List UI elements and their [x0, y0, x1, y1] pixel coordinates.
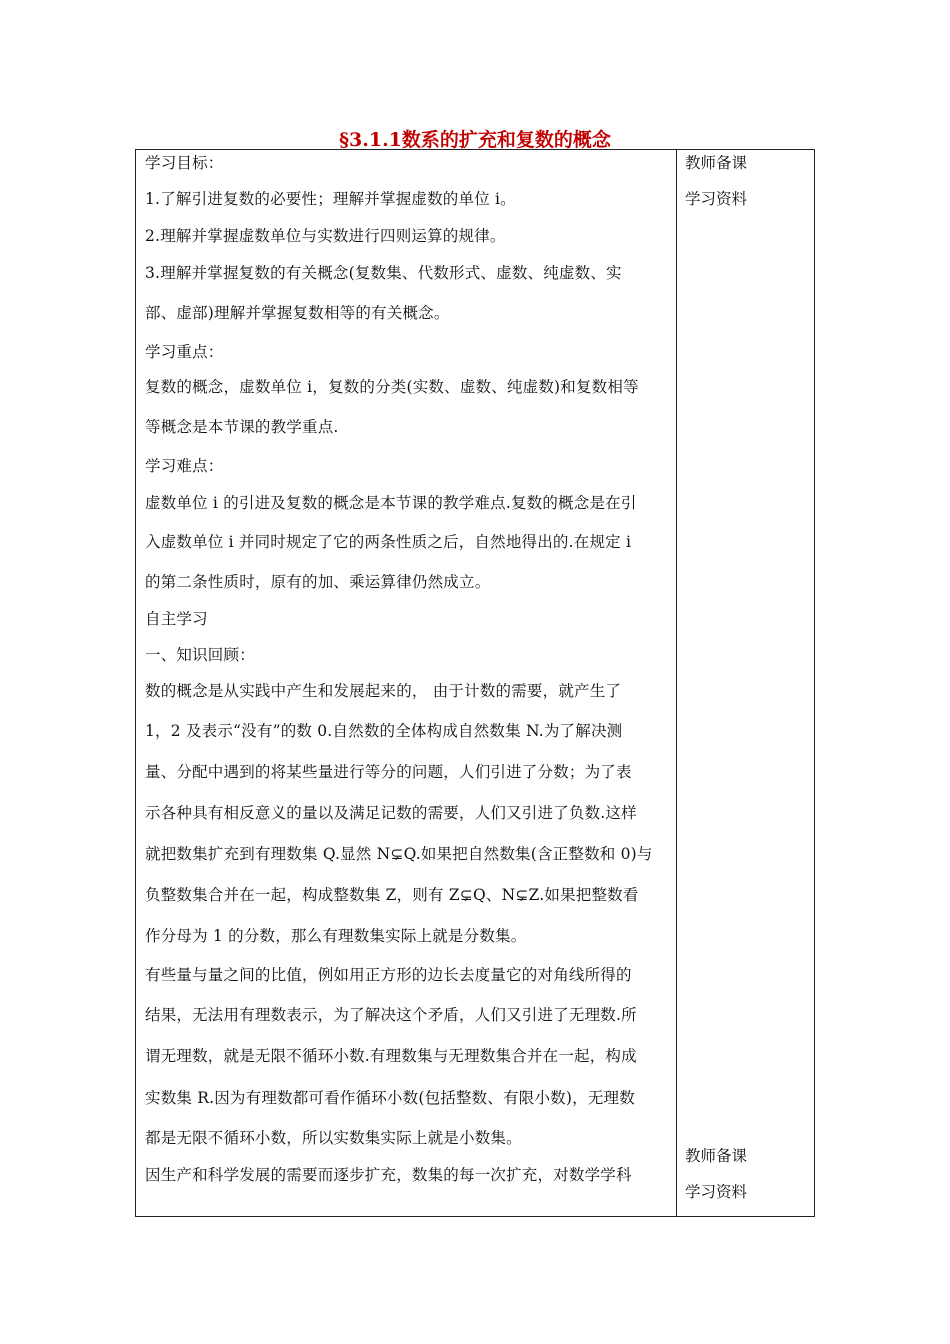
body-line: 量、分配中遇到的将某些量进行等分的问题，人们引进了分数；为了表 [145, 763, 632, 781]
body-line: 有些量与量之间的比值，例如用正方形的边长去度量它的对角线所得的 [145, 966, 632, 984]
body-line: 负整数集合并在一起，构成整数集 Z，则有 Z⊊Q、N⊊Z.如果把整数看 [145, 886, 639, 904]
body-line: 示各种具有相反意义的量以及满足记数的需要，人们又引进了负数.这样 [145, 804, 637, 822]
body-line: 实数集 R.因为有理数都可看作循环小数(包括整数、有限小数)，无理数 [145, 1089, 635, 1107]
objective-line: 1.了解引进复数的必要性；理解并掌握虚数的单位 i。 [145, 190, 516, 208]
objective-line: 2.理解并掌握虚数单位与实数进行四则运算的规律。 [145, 227, 506, 245]
sidebar-label-study-material: 学习资料 [685, 190, 748, 208]
key-points-line: 等概念是本节课的教学重点. [145, 418, 339, 436]
section-heading-difficulties: 学习难点： [145, 457, 224, 475]
difficulties-line: 入虚数单位 i 并同时规定了它的两条性质之后，自然地得出的.在规定 i [145, 533, 632, 551]
key-points-line: 复数的概念，虚数单位 i，复数的分类(实数、虚数、纯虚数)和复数相等 [145, 378, 639, 396]
column-divider [676, 149, 677, 1217]
difficulties-line: 的第二条性质时，原有的加、乘运算律仍然成立。 [145, 573, 491, 591]
objective-line: 部、虚部)理解并掌握复数相等的有关概念。 [145, 304, 450, 322]
sidebar-label-teacher-prep: 教师备课 [685, 154, 748, 172]
body-line: 因生产和科学发展的需要而逐步扩充，数集的每一次扩充，对数学学科 [145, 1166, 632, 1184]
subheading-review: 一、知识回顾： [145, 646, 255, 664]
section-heading-objectives: 学习目标： [145, 154, 224, 172]
section-heading-self-study: 自主学习 [145, 610, 208, 628]
objective-line: 3.理解并掌握复数的有关概念(复数集、代数形式、虚数、纯虚数、实 [145, 264, 622, 282]
body-line: 数的概念是从实践中产生和发展起来的， 由于计数的需要，就产生了 [145, 682, 622, 700]
sidebar-label-teacher-prep-bottom: 教师备课 [685, 1147, 748, 1165]
body-line: 作分母为 1 的分数，那么有理数集实际上就是分数集。 [145, 927, 527, 945]
body-line: 都是无限不循环小数，所以实数集实际上就是小数集。 [145, 1129, 522, 1147]
difficulties-line: 虚数单位 i 的引进及复数的概念是本节课的教学难点.复数的概念是在引 [145, 494, 637, 512]
body-line: 谓无理数，就是无限不循环小数.有理数集与无理数集合并在一起，构成 [145, 1047, 637, 1065]
sidebar-label-study-material-bottom: 学习资料 [685, 1183, 748, 1201]
body-line: 结果，无法用有理数表示，为了解决这个矛盾，人们又引进了无理数.所 [145, 1006, 637, 1024]
section-heading-key-points: 学习重点： [145, 343, 224, 361]
body-line: 就把数集扩充到有理数集 Q.显然 N⊊Q.如果把自然数集(含正整数和 0)与 [145, 845, 653, 863]
page-title: §3.1.1数系的扩充和复数的概念 [339, 129, 611, 151]
body-line: 1，2 及表示“没有”的数 0.自然数的全体构成自然数集 N.为了解决测 [145, 722, 623, 740]
